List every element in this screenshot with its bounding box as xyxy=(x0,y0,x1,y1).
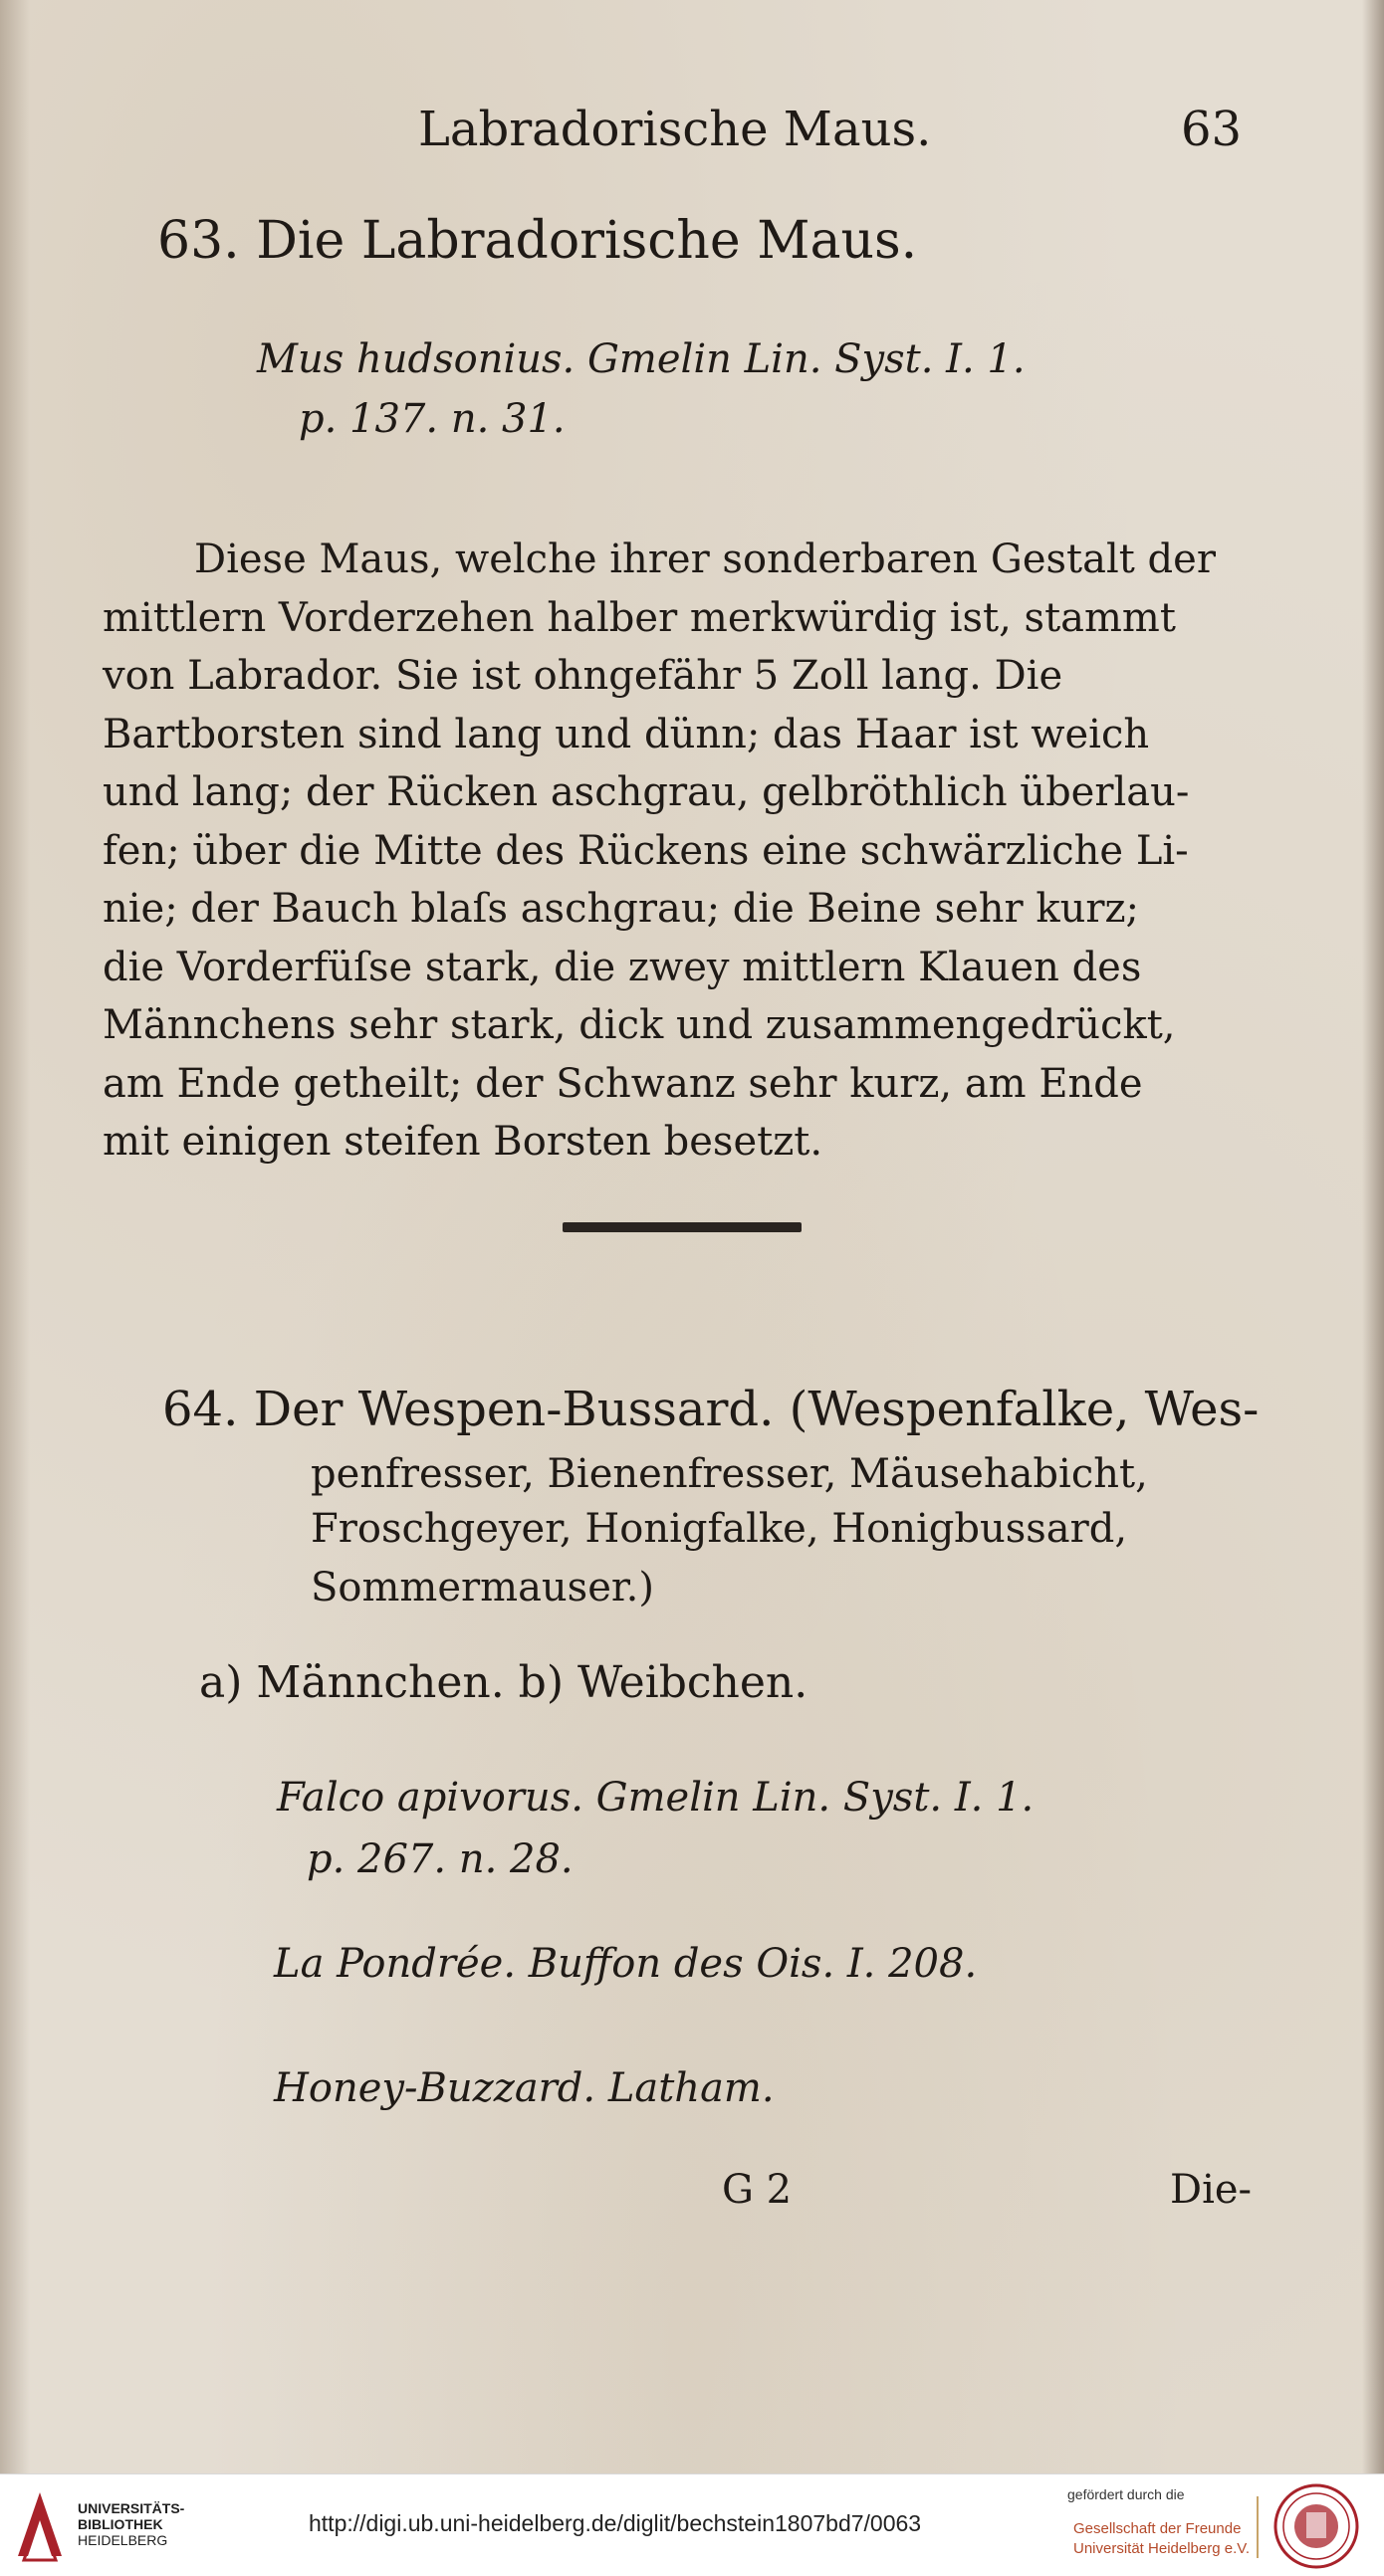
society-name-line2: Universität Heidelberg e.V. xyxy=(1073,2540,1251,2557)
description-line: fen; über die Mitte des Rückens eine schwärzliche Li- xyxy=(103,827,1189,874)
catchword: Die- xyxy=(1170,2167,1253,2213)
entry-63-reference-line1: Mus hudsonius. Gmelin Lin. Syst. I. 1. xyxy=(257,336,1026,382)
description-line: am Ende getheilt; der Schwanz sehr kurz, am Ende xyxy=(103,1060,1143,1107)
funded-by-label: gefördert durch die xyxy=(1067,2486,1185,2502)
running-title: Labradorische Maus. xyxy=(418,102,932,157)
description-line: die Vorderfüſse stark, die zwey mittlern Klauen des xyxy=(103,944,1142,990)
society-name xyxy=(1073,2519,1250,2559)
university-seal-icon xyxy=(1272,2482,1360,2570)
library-name xyxy=(78,2500,184,2548)
society-name-line1: Gesellschaft der Freunde xyxy=(1073,2520,1242,2537)
page-number: 63 xyxy=(1181,102,1243,157)
entry-64-heading-line2: penfresser, Bienenfresser, Mäusehabicht, xyxy=(311,1451,1148,1497)
digitization-footer xyxy=(0,2473,1384,2576)
description-line: und lang; der Rücken aschgrau, gelbröthlich überlau- xyxy=(103,769,1190,815)
entry-63-description xyxy=(103,531,1258,1172)
entry-64-heading-line1: 64. Der Wespen-Bussard. (Wespenfalke, Wes- xyxy=(162,1382,1260,1437)
description-line: mit einigen steifen Borsten besetzt. xyxy=(103,1119,823,1165)
section-divider-rule xyxy=(563,1222,802,1232)
description-line: Diese Maus, welche ihrer sonderbaren Gestalt der xyxy=(194,537,1216,582)
entry-64-heading-line4: Sommermauser.) xyxy=(311,1565,654,1610)
description-line: nie; der Bauch blaſs aschgrau; die Beine sehr kurz; xyxy=(103,886,1140,932)
library-name-line3: HEIDELBERG xyxy=(78,2532,168,2548)
permalink-url[interactable]: http://digi.ub.uni-heidelberg.de/diglit/bechstein1807bd7/0063 xyxy=(309,2510,922,2536)
description-line: von Labrador. Sie ist ohngefähr 5 Zoll lang. Die xyxy=(103,653,1063,699)
entry-64-reference-buffon: La Pondrée. Buffon des Ois. I. 208. xyxy=(274,1941,978,1987)
description-line: mittlern Vorderzehen halber merkwürdig ist, stammt xyxy=(103,594,1176,641)
footer-divider xyxy=(1257,2496,1259,2558)
library-logo-icon xyxy=(14,2486,66,2564)
entry-63-reference-line2: p. 137. n. 31. xyxy=(299,396,566,442)
entry-64-sexes: a) Männchen. b) Weibchen. xyxy=(199,1657,808,1708)
entry-63-heading: 63. Die Labradorische Maus. xyxy=(157,211,918,271)
library-name-line2: BIBLIOTHEK xyxy=(78,2516,163,2532)
entry-64-reference-latham: Honey-Buzzard. Latham. xyxy=(274,2065,775,2111)
entry-64-heading-line3: Froschgeyer, Honigfalke, Honigbussard, xyxy=(311,1506,1128,1552)
description-line: Männchens sehr stark, dick und zusammengedrückt, xyxy=(103,1002,1176,1048)
printer-signature: G 2 xyxy=(722,2167,793,2213)
entry-64-reference-gmelin-line2: p. 267. n. 28. xyxy=(307,1836,574,1882)
entry-64-reference-gmelin-line1: Falco apivorus. Gmelin Lin. Syst. I. 1. xyxy=(277,1775,1035,1821)
description-line: Bartborsten sind lang und dünn; das Haar ist weich xyxy=(103,711,1150,757)
library-name-line1: UNIVERSITÄTS- xyxy=(78,2500,185,2516)
